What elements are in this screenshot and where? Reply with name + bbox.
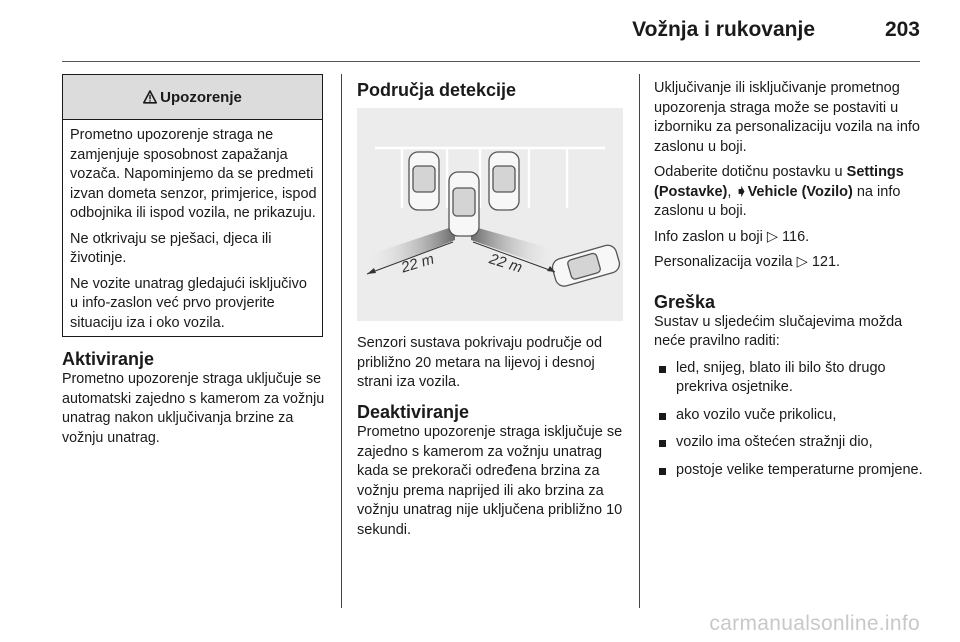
bullet-icon (659, 468, 666, 475)
arrow-icon: ➧ (735, 183, 748, 200)
bullet-icon (659, 440, 666, 447)
warning-title: Upozorenje (160, 88, 242, 106)
left-distance-label: 22 m (399, 250, 437, 277)
column-divider-right (639, 74, 640, 608)
warning-paragraph: Ne otkrivaju se pješaci, djeca ili životinje. (70, 230, 272, 266)
deactivation-text: Prometno upozorenje straga isključuje se zajedno s kamerom za vožnju unatrag kada se prekorači određena brzina za vožnju prema naprijed ili ako brzina za vožnju unatrag nije uključena približno 10 sekundi. (357, 424, 623, 538)
parked-car-right (489, 152, 519, 210)
settings-paragraph: Uključivanje ili isključivanje prometnog upozorenja straga može se postaviti u izborniku za personalizaciju vozila na info zaslonu u boji. (654, 80, 920, 155)
reference-label: Personalizacija vozila (654, 254, 797, 270)
activation-text: Prometno upozorenje straga uključuje se automatski zajedno s kamerom za vožnju unatrag nakon uključivanja brzine za vožnju unatrag. (62, 371, 325, 446)
parking-illustration (357, 108, 623, 321)
warning-box (62, 74, 323, 337)
list-item (654, 461, 924, 481)
page-number: 203 (884, 18, 920, 41)
column-divider-left (341, 74, 342, 608)
settings-menu-label: Settings (Postavke) (654, 164, 904, 200)
page-reference-icon: ▷ (796, 254, 812, 270)
reference-personalization (654, 253, 924, 273)
menu-path-paragraph (654, 163, 924, 222)
list-item-text: vozilo ima oštećen stražnji dio, (676, 434, 873, 450)
warning-header (63, 75, 322, 120)
bullet-icon (659, 366, 666, 373)
list-item (654, 359, 924, 398)
detection-text: Senzori sustava pokrivaju područje od približno 20 metara na lijevoj i desnoj strani iza vozila. (357, 335, 603, 390)
approaching-car (550, 243, 621, 288)
running-header-title: Vožnja i rukovanje (632, 18, 815, 41)
detection-heading: Područja detekcije (357, 80, 517, 100)
parked-car-left (409, 152, 439, 210)
list-item-text: led, snijeg, blato ili bilo što drugo prekriva osjetnike. (676, 359, 886, 395)
page-reference-icon: ▷ (766, 228, 783, 245)
menu-path-separator: , (727, 183, 736, 200)
menu-path-outro: na info zaslonu u boji. (654, 183, 901, 219)
right-column (654, 79, 924, 488)
list-item-text: postoje velike temperaturne promjene. (676, 461, 923, 478)
menu-path-intro: Odaberite dotičnu postavku u (654, 164, 847, 180)
fault-heading: Greška (654, 291, 716, 312)
reference-page: 116. (782, 228, 810, 245)
bullet-icon (659, 413, 666, 420)
list-item (654, 433, 924, 453)
header-divider (62, 61, 920, 62)
reference-info-display (654, 228, 924, 248)
list-item-text: ako vozilo vuče prikolicu, (676, 406, 837, 423)
detection-zone-diagram (357, 108, 623, 321)
fault-list (654, 359, 924, 481)
activation-heading: Aktiviranje (62, 349, 155, 369)
warning-triangle-icon (143, 90, 157, 104)
list-item (654, 406, 924, 426)
deactivation-section (357, 401, 629, 540)
watermark: carmanualsonline.info (709, 612, 920, 635)
right-distance-label: 22 m (487, 250, 525, 277)
activation-section (62, 348, 330, 448)
warning-paragraph: Ne vozite unatrag gledajući isključivo u info-zaslon već prvo provjerite situaciju iza i oko vozila. (70, 275, 307, 331)
reversing-car (449, 172, 479, 236)
warning-paragraph: Prometno upozorenje straga ne zamjenjuje sposobnost zapažanja vozača. Napominjemo da se predmeti izvan dometa senzor, primjerice, ispod odbojnika ili ispod vozila, ne prikazuju. (70, 127, 317, 221)
reference-page: 121. (811, 254, 841, 270)
fault-intro: Sustav u sljedećim slučajevima možda neće pravilno raditi: (654, 313, 903, 349)
vehicle-menu-label: Vehicle (Vozilo) (747, 183, 853, 200)
deactivation-heading: Deaktiviranje (357, 402, 470, 422)
reference-label: Info zaslon u boji (654, 228, 767, 245)
